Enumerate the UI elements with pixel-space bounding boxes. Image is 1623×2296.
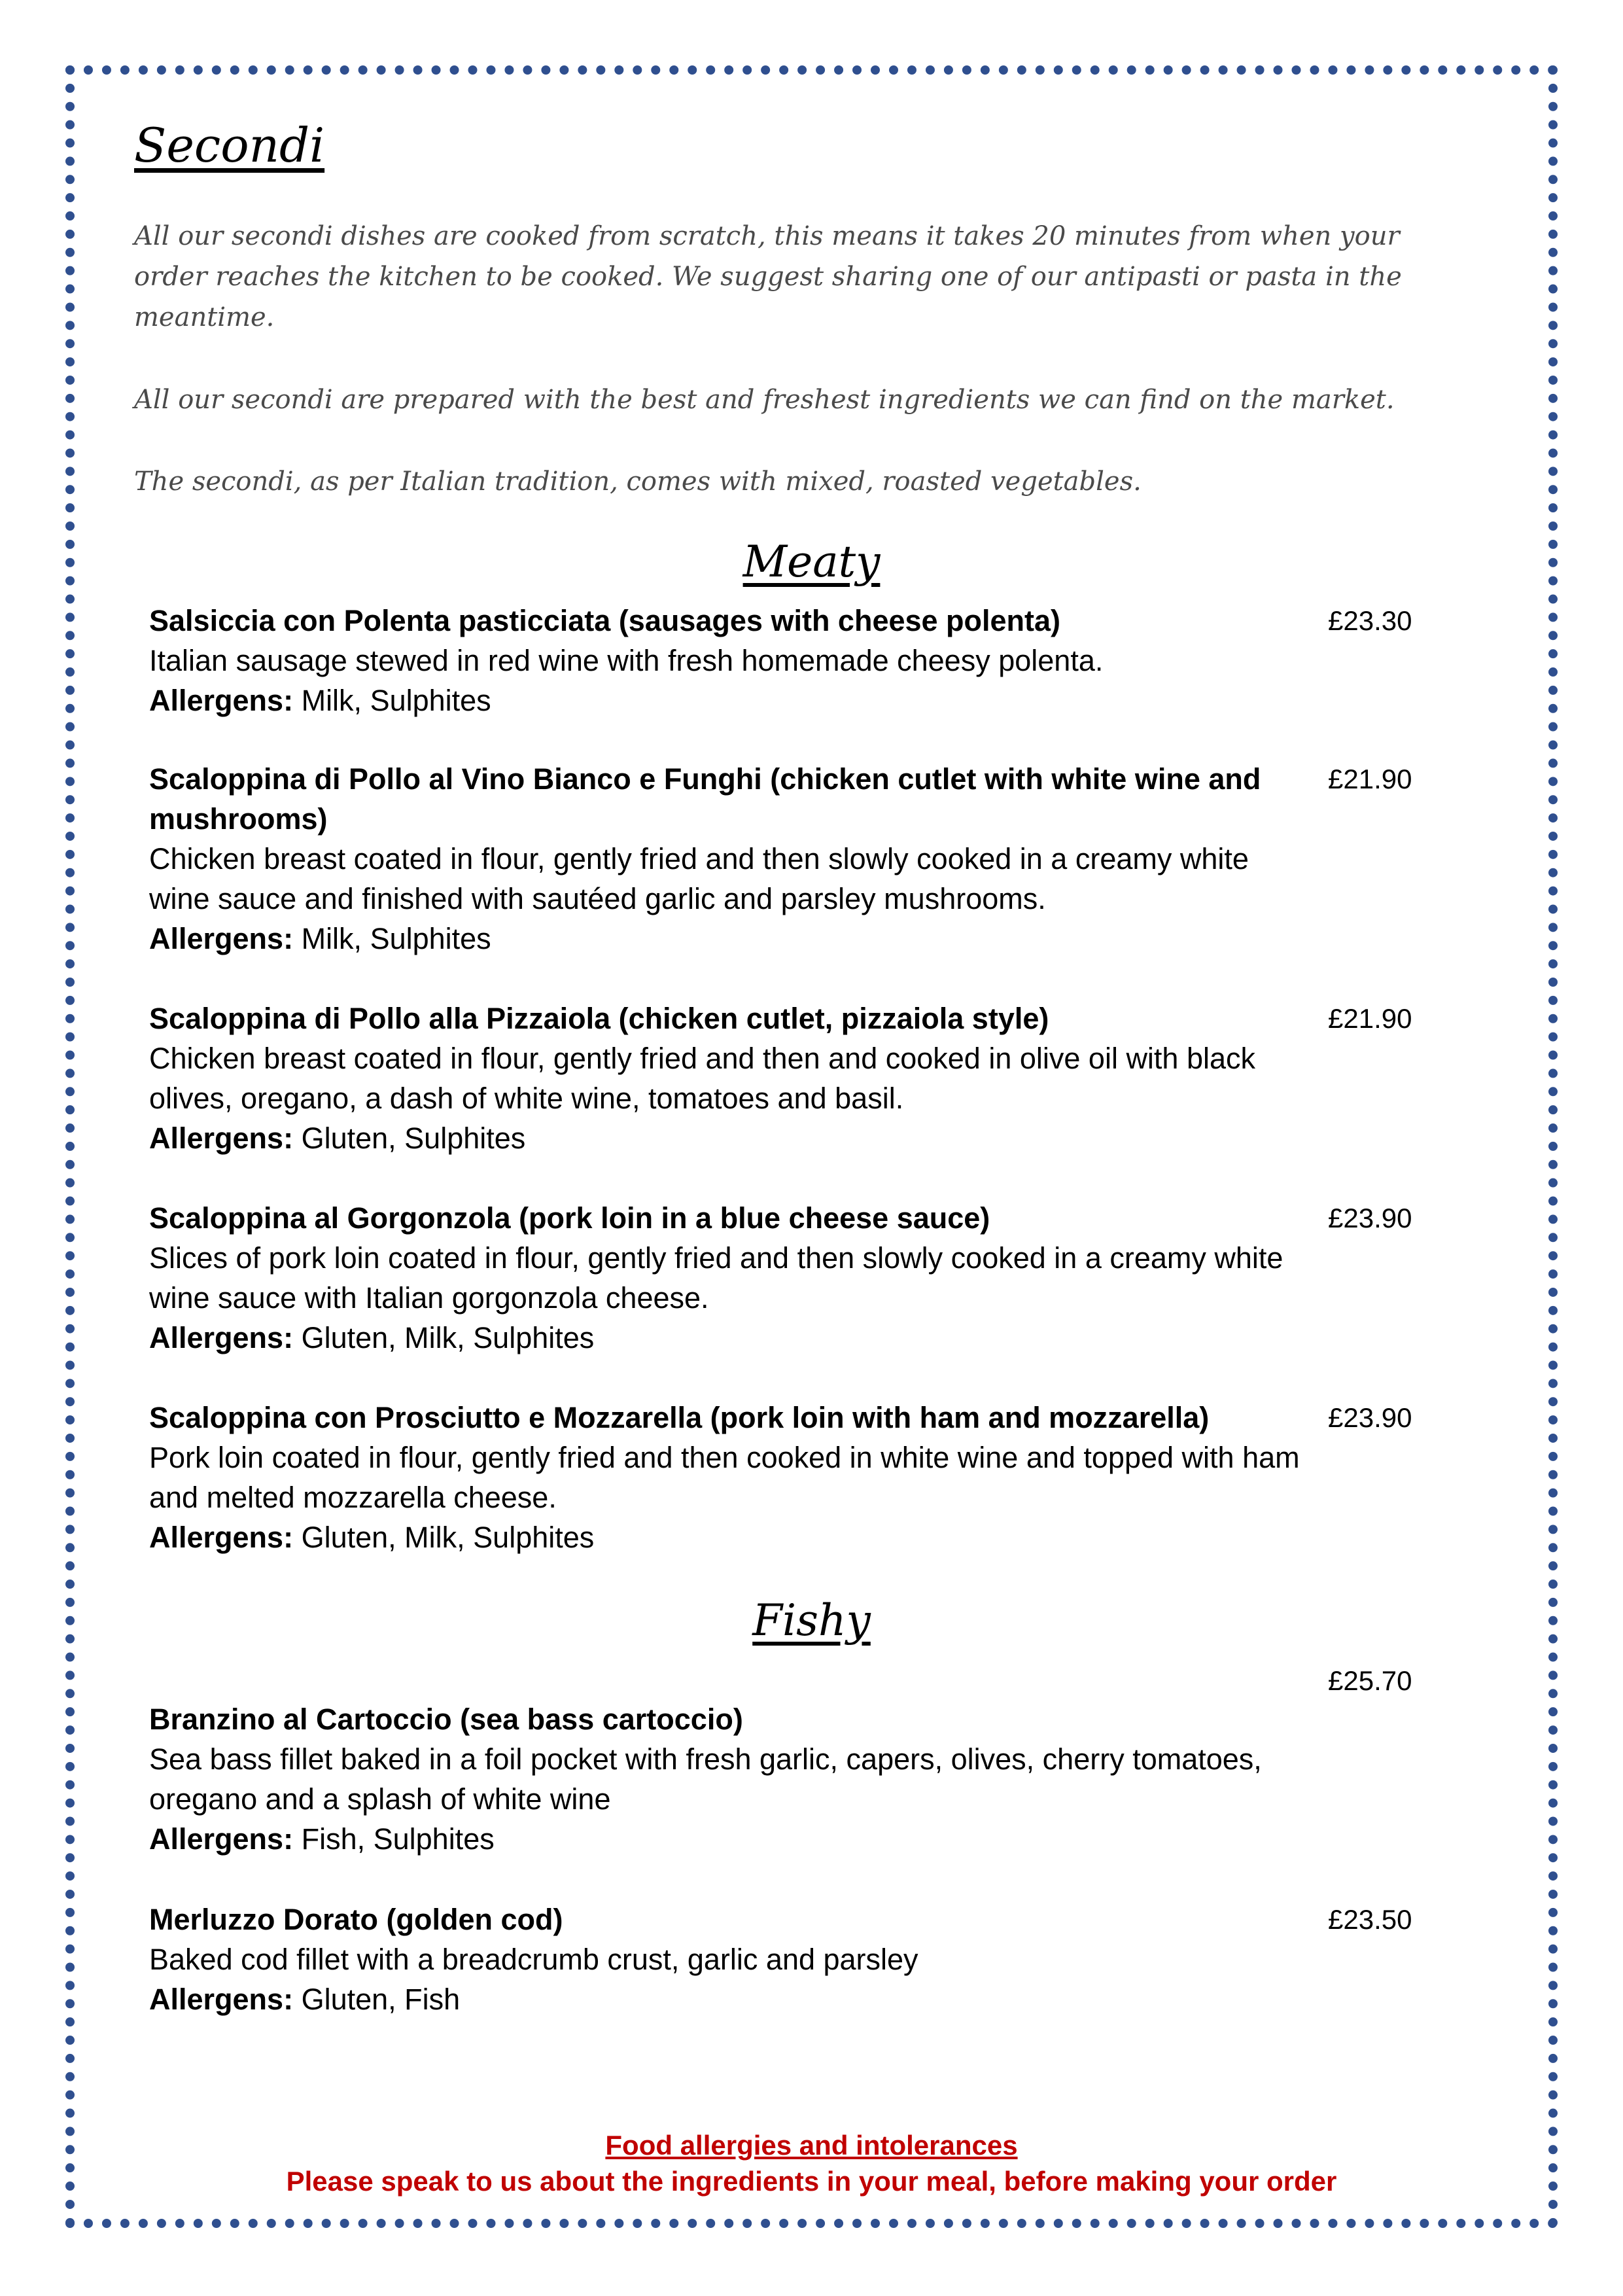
menu-item: [149, 1198, 1300, 1358]
item-name: Scaloppina di Pollo al Vino Bianco e Funghi (chicken cutlet with white wine and mushrooms): [149, 762, 1261, 836]
item-price: £21.90: [1328, 764, 1412, 794]
section-heading-meaty: Meaty: [742, 537, 881, 587]
allergens-label: Allergens:: [149, 1521, 294, 1554]
menu-item: [149, 998, 1300, 1158]
intro-paragraph-3: The secondi, as per Italian tradition, comes with mixed, roasted vegetables.: [134, 467, 1142, 497]
item-name: Branzino al Cartoccio (sea bass cartoccio): [149, 1703, 743, 1736]
item-allergens: [149, 919, 1300, 959]
item-name: Scaloppina di Pollo alla Pizzaiola (chicken cutlet, pizzaiola style): [149, 1002, 1049, 1035]
item-name: Merluzzo Dorato (golden cod): [149, 1903, 563, 1936]
item-price: £21.90: [1328, 1003, 1412, 1034]
item-allergens: [149, 680, 1300, 720]
item-description: Italian sausage stewed in red wine with fresh homemade cheesy polenta.: [149, 644, 1104, 677]
menu-item: [149, 1398, 1300, 1557]
intro-paragraph-2: All our secondi are prepared with the best and freshest ingredients we can find on the market.: [134, 385, 1395, 415]
menu-item: [149, 1899, 1300, 2019]
allergens-label: Allergens:: [149, 1122, 294, 1155]
item-allergens: [149, 1318, 1300, 1358]
intro-paragraph-1: All our secondi dishes are cooked from scratch, this means it takes 20 minutes from when your order reaches the kitchen to be cooked. We suggest sharing one of our antipasti or pasta in the meantime.: [134, 221, 1402, 332]
item-price: £23.90: [1328, 1402, 1412, 1433]
allergens-label: Allergens:: [149, 1983, 294, 2016]
menu-item: [149, 759, 1300, 959]
menu-item: [149, 601, 1300, 720]
allergens-label: Allergens:: [149, 922, 294, 955]
allergens-value: Fish, Sulphites: [301, 1822, 495, 1856]
allergens-label: Allergens:: [149, 1822, 294, 1856]
menu-item: [149, 1699, 1300, 1859]
item-price: £23.50: [1328, 1904, 1412, 1935]
footer-line-1: Food allergies and intolerances: [605, 2130, 1018, 2161]
item-price: £25.70: [1328, 1665, 1412, 1696]
footer-allergy-heading: [0, 2130, 1623, 2161]
allergens-value: Gluten, Milk, Sulphites: [301, 1321, 595, 1354]
item-name: Salsiccia con Polenta pasticciata (sausages with cheese polenta): [149, 604, 1061, 637]
item-allergens: [149, 1979, 1300, 2019]
item-price: £23.90: [1328, 1203, 1412, 1233]
item-description: Chicken breast coated in flour, gently fried and then slowly cooked in a creamy white wine sauce and finished with sautéed garlic and parsley mushrooms.: [149, 842, 1249, 915]
item-price: £23.30: [1328, 605, 1412, 636]
allergens-value: Gluten, Milk, Sulphites: [301, 1521, 595, 1554]
allergens-value: Milk, Sulphites: [301, 684, 491, 717]
footer-allergy-notice: Please speak to us about the ingredients in your meal, before making your order: [286, 2166, 1337, 2197]
item-name: Scaloppina al Gorgonzola (pork loin in a blue cheese sauce): [149, 1201, 990, 1235]
allergens-value: Gluten, Sulphites: [301, 1122, 526, 1155]
item-description: Chicken breast coated in flour, gently fried and then and cooked in olive oil with black olives, oregano, a dash of white wine, tomatoes and basil.: [149, 1042, 1256, 1115]
allergens-label: Allergens:: [149, 684, 294, 717]
section-heading-fishy: Fishy: [752, 1595, 871, 1646]
allergens-label: Allergens:: [149, 1321, 294, 1354]
item-description: Baked cod fillet with a breadcrumb crust, garlic and parsley: [149, 1943, 918, 1976]
item-allergens: [149, 1118, 1300, 1158]
item-description: Pork loin coated in flour, gently fried and then cooked in white wine and topped with ham and melted mozzarella cheese.: [149, 1441, 1300, 1514]
allergens-value: Milk, Sulphites: [301, 922, 491, 955]
item-name: Scaloppina con Prosciutto e Mozzarella (pork loin with ham and mozzarella): [149, 1401, 1210, 1434]
allergens-value: Gluten, Fish: [301, 1983, 461, 2016]
item-description: Slices of pork loin coated in flour, gently fried and then slowly cooked in a creamy white wine sauce with Italian gorgonzola cheese.: [149, 1241, 1283, 1315]
item-allergens: [149, 1517, 1300, 1557]
item-allergens: [149, 1819, 1300, 1859]
item-description: Sea bass fillet baked in a foil pocket with fresh garlic, capers, olives, cherry tomatoes, oregano and a splash of white wine: [149, 1742, 1262, 1816]
page-title: Secondi: [134, 118, 325, 173]
